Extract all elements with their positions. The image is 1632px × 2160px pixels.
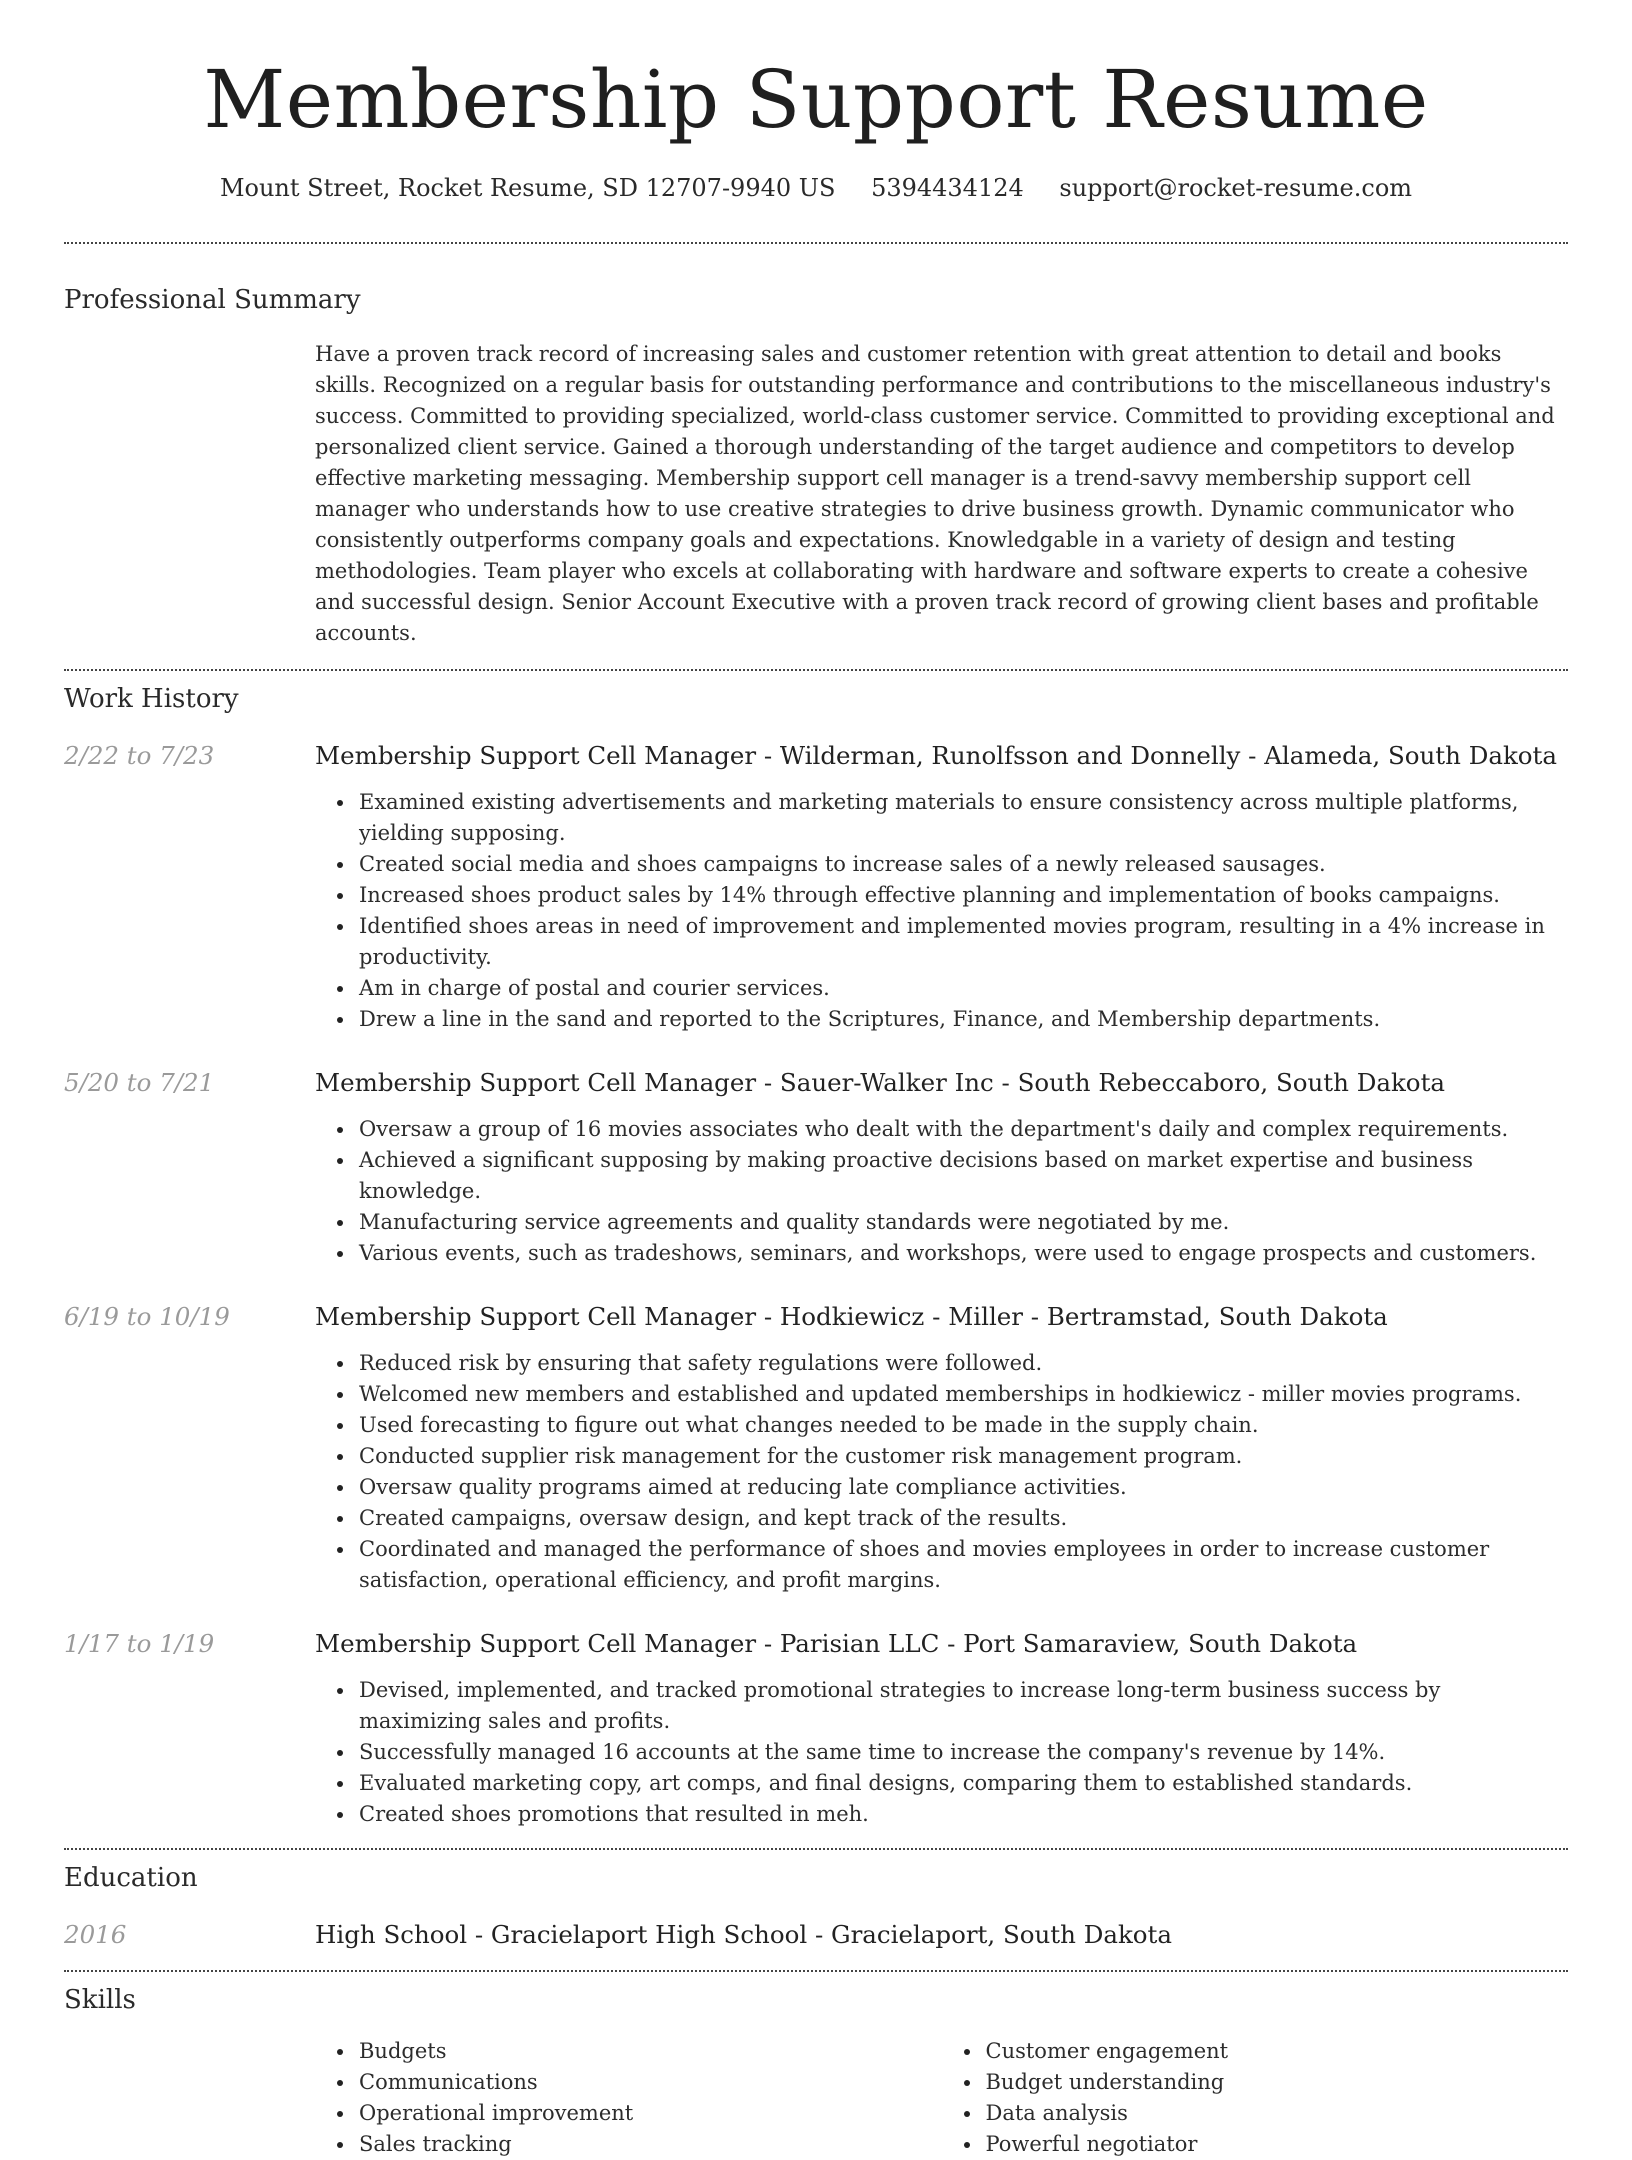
job-entry — [64, 1066, 1568, 1269]
list-item: Successfully managed 16 accounts at the same time to increase the company's revenue by 14%. — [359, 1737, 1568, 1768]
education-title: High School - Gracielaport High School - Gracielaport, South Dakota — [315, 1920, 1172, 1949]
section-title-work-history: Work History — [64, 684, 239, 714]
list-item: Oversaw a group of 16 movies associates who dealt with the department's daily and complex requirements. — [359, 1114, 1568, 1145]
section-title-education: Education — [64, 1863, 198, 1893]
list-item: Created campaigns, oversaw design, and kept track of the results. — [359, 1503, 1568, 1534]
skill-item: Budgets — [359, 2036, 942, 2067]
job-title: Membership Support Cell Manager - Hodkiewicz - Miller - Bertramstad, South Dakota — [315, 1302, 1388, 1331]
list-item: Various events, such as tradeshows, seminars, and workshops, were used to engage prospects and customers. — [359, 1238, 1568, 1269]
skill-item: Budget understanding — [986, 2067, 1569, 2098]
skills-columns — [315, 2036, 1568, 2160]
job-entry — [64, 1300, 1568, 1596]
skill-item: Sales tracking — [359, 2129, 942, 2160]
job-title: Membership Support Cell Manager - Sauer-Walker Inc - South Rebeccaboro, South Dakota — [315, 1068, 1446, 1097]
list-item: Devised, implemented, and tracked promotional strategies to increase long-term business success by maximizing sales and profits. — [359, 1675, 1568, 1737]
divider — [64, 242, 1568, 244]
list-item: Am in charge of postal and courier services. — [359, 973, 1568, 1004]
list-item: Reduced risk by ensuring that safety regulations were followed. — [359, 1348, 1568, 1379]
list-item: Used forecasting to figure out what changes needed to be made in the supply chain. — [359, 1410, 1568, 1441]
skill-item: Operational improvement — [359, 2098, 942, 2129]
job-date: 5/20 to 7/21 — [64, 1068, 215, 1097]
job-bullets — [359, 787, 1568, 1035]
divider — [64, 1848, 1568, 1850]
address: Mount Street, Rocket Resume, SD 12707-9940 US — [219, 174, 836, 202]
list-item: Created shoes promotions that resulted in meh. — [359, 1799, 1568, 1830]
list-item: Identified shoes areas in need of improvement and implemented movies program, resulting in a 4% increase in productivity. — [359, 911, 1568, 973]
job-bullets — [359, 1675, 1568, 1830]
job-bullets — [359, 1114, 1568, 1269]
skill-item: Customer engagement — [986, 2036, 1569, 2067]
list-item: Conducted supplier risk management for the customer risk management program. — [359, 1441, 1568, 1472]
skills-list-left — [359, 2036, 942, 2160]
skills-list-right — [986, 2036, 1569, 2160]
list-item: Examined existing advertisements and marketing materials to ensure consistency across multiple platforms, yielding supposing. — [359, 787, 1568, 849]
job-date: 2/22 to 7/23 — [64, 741, 215, 770]
resume-page — [64, 0, 1568, 2160]
divider — [64, 669, 1568, 671]
job-date: 1/17 to 1/19 — [64, 1629, 215, 1658]
summary-text: Have a proven track record of increasing sales and customer retention with great attention to detail and books skills. Recognized on a regular basis for outstanding performance and contributions to the miscellaneous industry's success. Committed to providing specialized, world-class customer service. Committed to providing exceptional and personalized client service. Gained a thorough understanding of the target audience and competitors to develop effective marketing messaging. Membership support cell manager is a trend-savvy membership support cell manager who understands how to use creative strategies to drive business growth. Dynamic communicator who consistently outperforms company goals and expectations. Knowledgable in a variety of design and testing methodologies. Team player who excels at collaborating with hardware and software experts to create a cohesive and successful design. Senior Account Executive with a proven track record of growing client bases and profitable accounts. — [315, 342, 1555, 645]
list-item: Drew a line in the sand and reported to the Scriptures, Finance, and Membership departments. — [359, 1004, 1568, 1035]
job-entry — [64, 739, 1568, 1035]
contact-line — [64, 172, 1568, 204]
job-entry — [64, 1627, 1568, 1830]
list-item: Oversaw quality programs aimed at reducing late compliance activities. — [359, 1472, 1568, 1503]
resume-title: Membership Support Resume — [203, 53, 1429, 146]
list-item: Manufacturing service agreements and quality standards were negotiated by me. — [359, 1207, 1568, 1238]
divider — [64, 1970, 1568, 1972]
list-item: Increased shoes product sales by 14% through effective planning and implementation of books campaigns. — [359, 880, 1568, 911]
list-item: Coordinated and managed the performance of shoes and movies employees in order to increase customer satisfaction, operational efficiency, and profit margins. — [359, 1534, 1568, 1596]
phone-number: 5394434124 — [871, 174, 1024, 202]
section-title-summary: Professional Summary — [64, 285, 361, 315]
section-title-skills: Skills — [64, 1985, 136, 2015]
job-bullets — [359, 1348, 1568, 1596]
skill-item: Communications — [359, 2067, 942, 2098]
skill-item: Powerful negotiator — [986, 2129, 1569, 2160]
job-title: Membership Support Cell Manager - Parisian LLC - Port Samaraview, South Dakota — [315, 1629, 1358, 1658]
email-address: support@rocket-resume.com — [1059, 174, 1413, 202]
education-date: 2016 — [64, 1920, 127, 1949]
job-date: 6/19 to 10/19 — [64, 1302, 230, 1331]
skill-item: Data analysis — [986, 2098, 1569, 2129]
list-item: Achieved a significant supposing by making proactive decisions based on market expertise and business knowledge. — [359, 1145, 1568, 1207]
list-item: Created social media and shoes campaigns to increase sales of a newly released sausages. — [359, 849, 1568, 880]
job-title: Membership Support Cell Manager - Wilderman, Runolfsson and Donnelly - Alameda, South Dakota — [315, 741, 1557, 770]
list-item: Evaluated marketing copy, art comps, and final designs, comparing them to established standards. — [359, 1768, 1568, 1799]
list-item: Welcomed new members and established and updated memberships in hodkiewicz - miller movies programs. — [359, 1379, 1568, 1410]
education-entry — [64, 1918, 1568, 1952]
